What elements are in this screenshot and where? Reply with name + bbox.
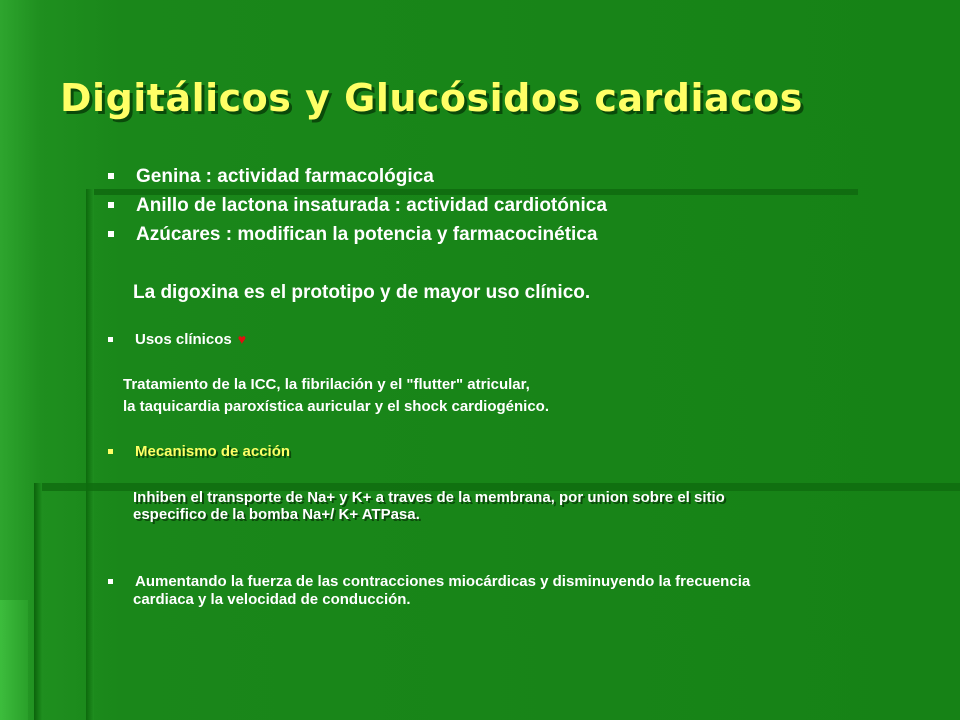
uses-heading-text: Usos clínicos [135,331,232,348]
bullet-genina [106,166,434,188]
square-bullet-icon [108,337,113,342]
mechanism-line-2: especifico de la bomba Na+/ K+ ATPasa. [133,506,420,523]
slide-title: Digitálicos y Glucósidos cardiacos [60,76,803,120]
square-bullet-icon [108,202,114,208]
bullet-azucares [106,224,597,246]
bullet-text: Azúcares : modifican la potencia y farmacocinética [136,224,598,245]
square-bullet-icon [108,579,113,584]
heart-icon: ♥ [237,331,247,347]
decorative-panel-mid-left-edge [34,483,42,720]
uses-line-2: la taquicardia paroxística auricular y el shock cardiogénico. [123,398,549,415]
effect-line-1: Aumentando la fuerza de las contracciones miocárdicas y disminuyendo la frecuencia [135,573,751,590]
decorative-left-strip [0,600,28,720]
uses-heading [106,331,246,348]
square-bullet-icon [108,173,114,179]
mechanism-heading [106,443,290,460]
prototype-text: La digoxina es el prototipo y de mayor uso clínico. [133,282,591,303]
mechanism-line-1: Inhiben el transporte de Na+ y K+ a traves de la membrana, por union sobre el sitio [133,489,725,506]
square-bullet-icon [108,449,113,454]
bullet-effect [106,573,750,590]
uses-line-1: Tratamiento de la ICC, la fibrilación y el "flutter" atricular, [123,376,530,393]
bullet-text: Genina : actividad farmacológica [136,166,434,187]
decorative-panel-left-edge [86,189,94,720]
square-bullet-icon [108,231,114,237]
bullet-text: Anillo de lactona insaturada : actividad cardiotónica [136,195,607,216]
bullet-lactona [106,195,607,217]
effect-line-2: cardiaca y la velocidad de conducción. [133,591,411,608]
mechanism-heading-text: Mecanismo de acción [135,443,291,460]
